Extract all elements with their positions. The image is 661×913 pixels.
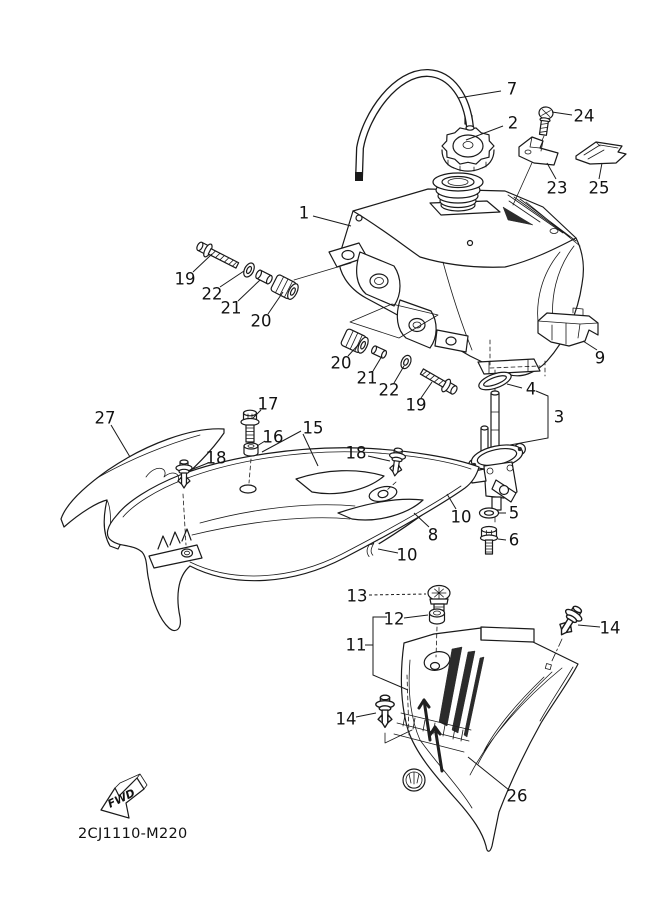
leader-line-23 bbox=[547, 163, 556, 179]
leader-line-24 bbox=[552, 112, 572, 115]
callout-21: 21 bbox=[220, 298, 242, 318]
grommet-20-left bbox=[270, 274, 300, 301]
leader-line-4 bbox=[507, 384, 522, 388]
bracket-23 bbox=[519, 137, 558, 165]
washer-22-left bbox=[242, 261, 257, 278]
fwd-label: FWD bbox=[105, 786, 138, 811]
clip-14-left-pointer bbox=[385, 730, 412, 743]
diagram-code: 2CJ1110-M220 bbox=[78, 826, 188, 842]
callout-20: 20 bbox=[330, 353, 352, 373]
fwd-arrow bbox=[101, 774, 147, 818]
fuel-cock-3 bbox=[466, 391, 528, 510]
callout-10: 10 bbox=[396, 545, 418, 565]
callout-12: 12 bbox=[383, 609, 405, 629]
leader-line-13 bbox=[369, 594, 426, 595]
leader-line-27 bbox=[111, 425, 130, 457]
callout-22: 22 bbox=[201, 284, 223, 304]
callout-8: 8 bbox=[427, 525, 439, 545]
clip-25 bbox=[576, 142, 626, 164]
bolt-6 bbox=[481, 527, 498, 555]
callout-14: 14 bbox=[599, 618, 621, 638]
callout-24: 24 bbox=[573, 106, 595, 126]
clip-14-left bbox=[376, 695, 394, 727]
callout-23: 23 bbox=[546, 178, 568, 198]
callout-3: 3 bbox=[553, 407, 565, 427]
leader-line-1 bbox=[313, 216, 351, 226]
leader-line-14 bbox=[356, 713, 376, 717]
callout-18: 18 bbox=[345, 443, 367, 463]
callout-15: 15 bbox=[302, 418, 324, 438]
washer-5 bbox=[480, 508, 499, 518]
callout-20: 20 bbox=[250, 311, 272, 331]
callout-2: 2 bbox=[507, 113, 519, 133]
callout-5: 5 bbox=[508, 503, 520, 523]
callout-1: 1 bbox=[298, 203, 310, 223]
leader-line-22 bbox=[220, 271, 244, 287]
leader-line-19 bbox=[193, 254, 212, 272]
callout-7: 7 bbox=[506, 79, 518, 99]
leader-line-12 bbox=[404, 615, 428, 618]
callout-27: 27 bbox=[94, 408, 116, 428]
callout-26: 26 bbox=[506, 786, 528, 806]
side-cover-11 bbox=[394, 627, 578, 851]
brand-emblem bbox=[403, 769, 425, 791]
callout-10: 10 bbox=[450, 507, 472, 527]
washer-22-mid bbox=[399, 354, 413, 370]
callout-16: 16 bbox=[262, 427, 284, 447]
callout-19: 19 bbox=[174, 269, 196, 289]
fuel-tank bbox=[329, 189, 583, 376]
callout-9: 9 bbox=[594, 348, 606, 368]
grommet-12 bbox=[430, 609, 445, 624]
callout-22: 22 bbox=[378, 380, 400, 400]
leader-line-3 bbox=[510, 391, 548, 445]
grommet-20-mid bbox=[340, 328, 370, 355]
leader-line-14 bbox=[578, 625, 600, 627]
leader-line-25 bbox=[599, 163, 602, 179]
grommet-16 bbox=[244, 443, 258, 456]
callout-17: 17 bbox=[257, 394, 279, 414]
bolt-19-left bbox=[194, 239, 240, 272]
leader-line-10 bbox=[378, 549, 398, 553]
collar-21-mid bbox=[371, 345, 388, 359]
callout-18: 18 bbox=[205, 448, 227, 468]
filler-neck bbox=[433, 173, 483, 211]
callout-11: 11 bbox=[345, 635, 367, 655]
callout-14: 14 bbox=[335, 709, 357, 729]
callout-6: 6 bbox=[508, 530, 520, 550]
callout-19: 19 bbox=[405, 395, 427, 415]
clip-14-right bbox=[554, 603, 587, 640]
callout-4: 4 bbox=[525, 379, 537, 399]
leader-line-6 bbox=[498, 539, 506, 540]
callout-21: 21 bbox=[356, 368, 378, 388]
callout-13: 13 bbox=[346, 586, 368, 606]
callout-25: 25 bbox=[588, 178, 610, 198]
